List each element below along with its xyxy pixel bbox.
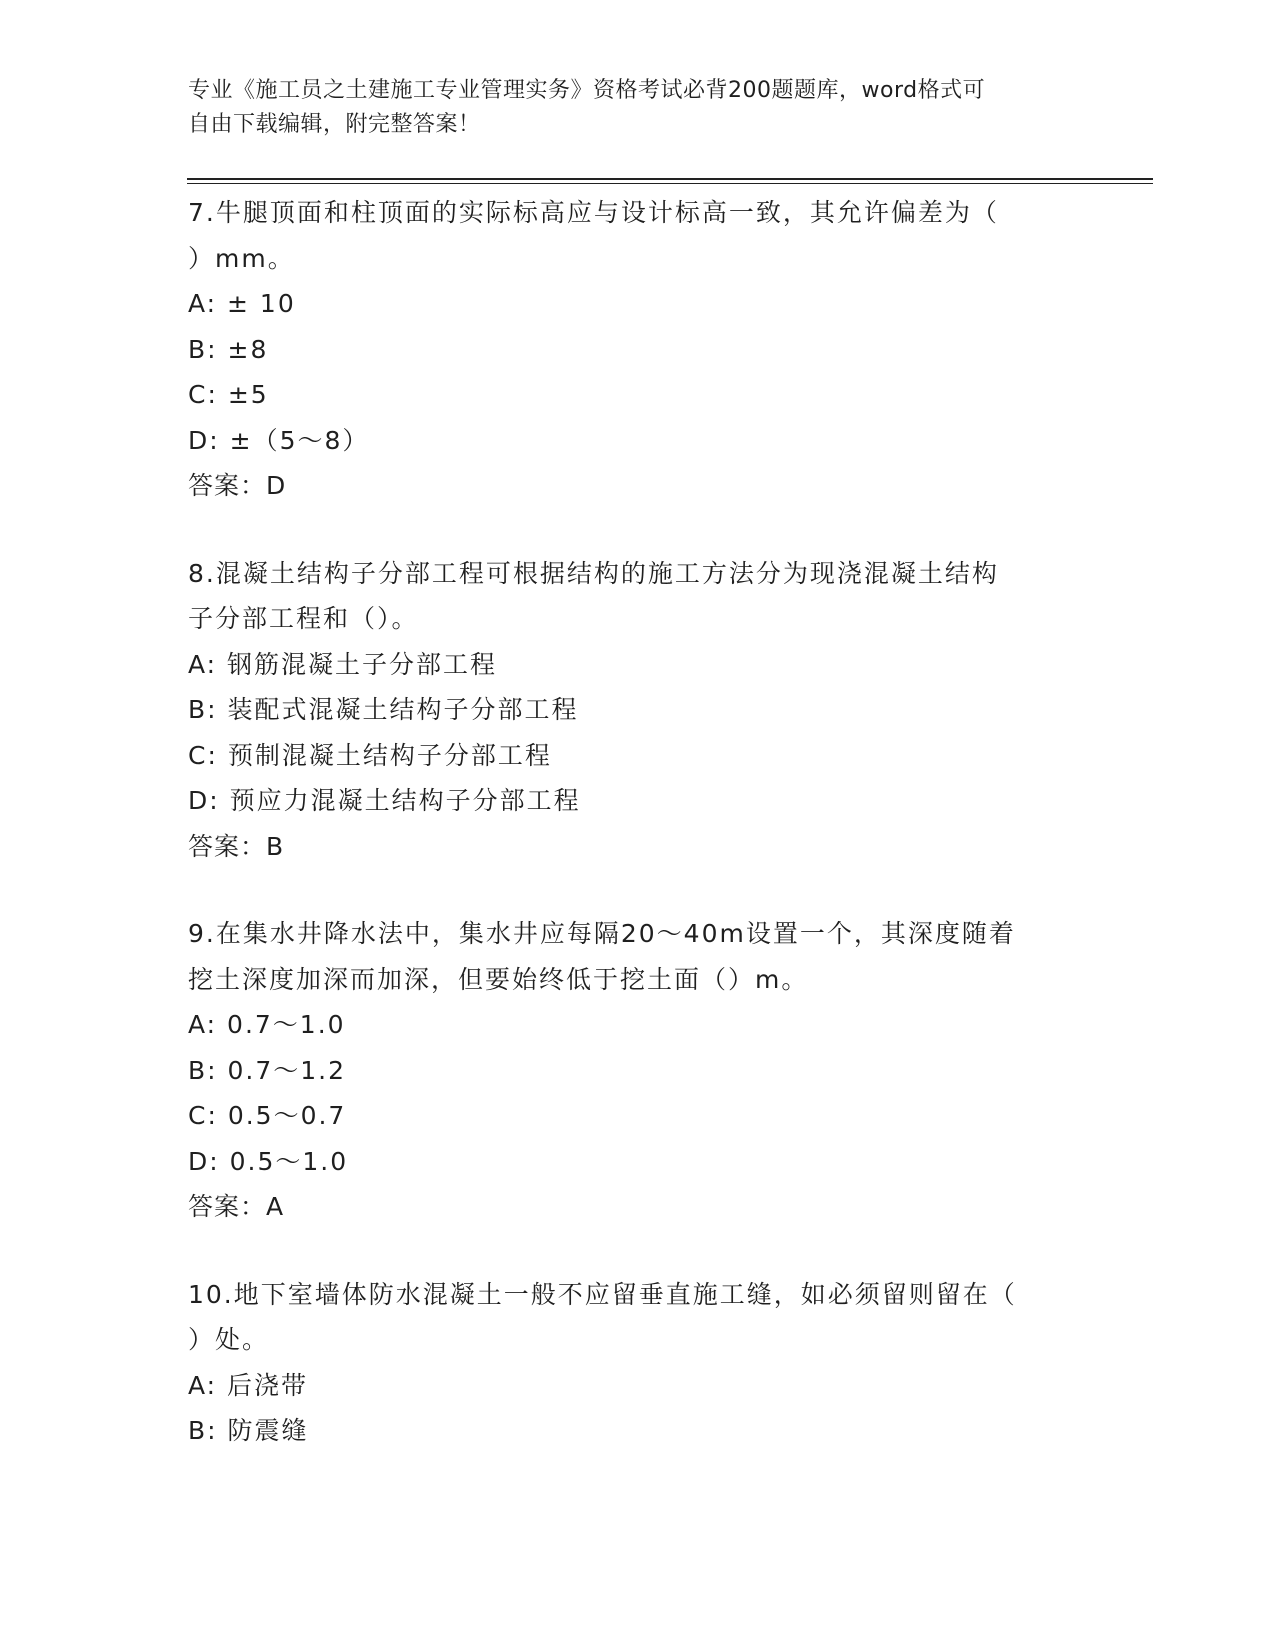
option-b: B: 防震缝 — [188, 1416, 309, 1445]
option-b: B: 装配式混凝土结构子分部工程 — [188, 695, 579, 724]
option-a: A: 后浇带 — [188, 1370, 309, 1400]
question-text-line: ）处。 — [188, 1325, 270, 1354]
question-text-line: 10.地下室墙体防水混凝土一般不应留垂直施工缝，如必须留则留在（ — [188, 1279, 1017, 1309]
option-a: A: 钢筋混凝土子分部工程 — [188, 649, 498, 679]
option-a: A: ± 10 — [188, 289, 296, 318]
question-9 — [188, 911, 1088, 1230]
question-list — [188, 190, 1088, 1496]
option-c: C: ±5 — [188, 380, 269, 409]
question-text-line: 8.混凝土结构子分部工程可根据结构的施工方法分为现浇混凝土结构 — [188, 558, 999, 588]
header-line-1: 专业《施工员之土建施工专业管理实务》资格考试必背200题题库，word格式可 — [188, 78, 986, 103]
question-10 — [188, 1272, 1088, 1454]
answer-label: 答案：B — [188, 831, 285, 861]
option-c: C: 0.5～0.7 — [188, 1101, 347, 1130]
header-divider-thin — [187, 183, 1153, 184]
option-d: D: 预应力混凝土结构子分部工程 — [188, 786, 581, 815]
option-b: B: 0.7～1.2 — [188, 1055, 347, 1085]
option-d: D: 0.5～1.0 — [188, 1146, 349, 1176]
option-c: C: 预制混凝土结构子分部工程 — [188, 740, 552, 770]
answer-label: 答案：A — [188, 1192, 285, 1221]
option-a: A: 0.7～1.0 — [188, 1010, 346, 1039]
question-text-line: 9.在集水井降水法中，集水井应每隔20～40m设置一个，其深度随着 — [188, 919, 1016, 948]
question-text-line: 挖土深度加深而加深，但要始终低于挖土面（）m。 — [188, 964, 809, 994]
question-text-line: ）mm。 — [188, 243, 295, 273]
question-text-line: 子分部工程和（）。 — [188, 604, 419, 633]
question-7 — [188, 190, 1088, 509]
option-b: B: ±8 — [188, 334, 269, 364]
document-header — [188, 74, 1068, 142]
header-divider-thick — [187, 178, 1153, 180]
answer-label: 答案：D — [188, 471, 287, 500]
question-text-line: 7.牛腿顶面和柱顶面的实际标高应与设计标高一致，其允许偏差为（ — [188, 198, 999, 227]
header-line-2: 自由下载编辑，附完整答案！ — [188, 112, 481, 137]
question-8 — [188, 551, 1088, 870]
option-d: D: ±（5～8） — [188, 425, 370, 455]
